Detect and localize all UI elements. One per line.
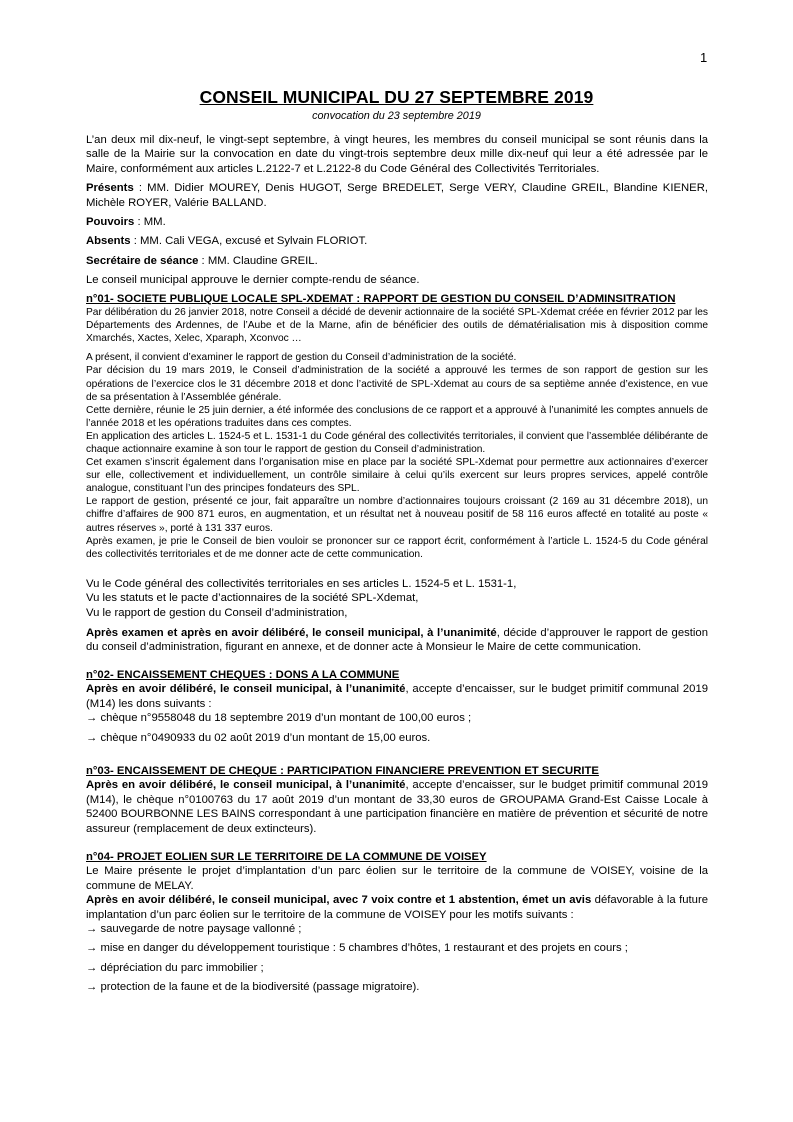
list-item: → sauvegarde de notre paysage vallonné ;	[86, 922, 302, 935]
section-2-title: n°02- ENCAISSEMENT CHEQUES : DONS A LA COMMUNE	[86, 668, 400, 681]
s3-decision-bold: Après en avoir délibéré, le conseil municipal, à l’unanimité	[86, 779, 406, 792]
s1-paragraph: Cette dernière, réunie le 25 juin dernier, a été informée des conclusions de ce rapport et a approuvé à l’unanimité les comptes annuels de l’année 2018 et les opérations traduites dans ces comptes.	[86, 404, 708, 429]
arrow-icon: →	[86, 961, 98, 974]
presents-line	[86, 181, 708, 210]
s2-decision-bold: Après en avoir délibéré, le conseil municipal, à l’unanimité	[86, 683, 406, 696]
s1-paragraph: A présent, il convient d’examiner le rapport de gestion du Conseil d’administration de la société.	[86, 352, 517, 364]
arrow-icon: →	[86, 922, 98, 935]
s4-decision	[86, 893, 708, 922]
page-title: CONSEIL MUNICIPAL DU 27 SEPTEMBRE 2019	[199, 87, 594, 107]
s4-paragraph: Le Maire présente le projet d’implantation d’un parc éolien sur le territoire de la commune de VOISEY, voisine de la commune de MELAY.	[86, 865, 708, 892]
secretaire-text: : MM. Claudine GREIL.	[198, 254, 318, 267]
s4-decision-bold: Après en avoir délibéré, le conseil municipal, avec 7 voix contre et 1 abstention, émet un avis	[86, 894, 592, 907]
list-item: → dépréciation du parc immobilier ;	[86, 961, 264, 974]
secretaire-line	[86, 254, 708, 268]
s1-paragraph: Par décision du 19 mars 2019, le Conseil d’administration de la société a approuvé les termes de son rapport de gestion sur les opérations de l’exercice clos le 31 décembre 2018 et donc l’activité de SPL-Xdemat au cours de sa septième année d’existence, en vue de sa présentation à l’Assemblée générale.	[86, 365, 708, 403]
s1-paragraph: Cet examen s’inscrit également dans l’organisation mise en place par la société SPL-Xdemat pour permettre aux actionnaires d’exercer sur elle, collectivement et individuellement, un contrôle similaire à celui qu’ils exercent sur leurs propres services, appelé contrôle analogue, constituant l’un des principes fondateurs des SPL.	[86, 457, 708, 495]
s1-vu-2: Vu les statuts et le pacte d’actionnaires de la société SPL-Xdemat,	[86, 592, 419, 605]
pouvoirs-text: : MM.	[134, 216, 166, 229]
s1-decision-text: , décide d’approuver le rapport de gestion du conseil d’administration, figurant en annexe, et de donner acte à Monsieur le Maire de cette communication.	[86, 627, 708, 654]
absents-line	[86, 234, 708, 248]
list-item: → chèque n°0490933 du 02 août 2019 d’un montant de 15,00 euros.	[86, 731, 431, 744]
s1-paragraph: Par délibération du 26 janvier 2018, notre Conseil a décidé de devenir actionnaire de la société SPL-Xdemat créée en février 2012 par les Départements des Ardennes, de l’Aube et de la Marne, afin de bénéficier des outils de dématérialisation mis à disposition comme Xmarchés, Xactes, Xelec, Xparaph, Xconvoc …	[86, 307, 708, 345]
s1-vu-3: Vu le rapport de gestion du Conseil d’administration,	[86, 606, 348, 619]
s3-decision	[86, 778, 708, 836]
absents-label: Absents	[86, 235, 131, 248]
document-body	[86, 133, 708, 1000]
pouvoirs-line	[86, 215, 708, 229]
presents-text: : MM. Didier MOUREY, Denis HUGOT, Serge BREDELET, Serge VERY, Claudine GREIL, Blandine KIENER, Michèle ROYER, Valérie BALLAND.	[86, 182, 708, 209]
s1-paragraph: En application des articles L. 1524-5 et L. 1531-1 du Code général des collectivités territoriales, il convient que l’assemblée délibérante de chaque actionnaire examine à son tour le rapport de gestion du Conseil d’administration.	[86, 430, 708, 455]
page-number: 1	[700, 50, 708, 65]
list-item: → protection de la faune et de la biodiversité (passage migratoire).	[86, 981, 420, 994]
s1-decision	[86, 626, 708, 655]
s1-vu-1: Vu le Code général des collectivités territoriales en ses articles L. 1524-5 et L. 1531-1,	[86, 577, 517, 590]
list-item: → chèque n°9558048 du 18 septembre 2019 d’un montant de 100,00 euros ;	[86, 712, 472, 725]
list-item: → mise en danger du développement touristique : 5 chambres d’hôtes, 1 restaurant et des projets en cours ;	[86, 942, 628, 955]
s3-decision-text: , accepte d’encaisser, sur le budget primitif communal 2019 (M14), le chèque n°0100763 du 17 août 2019 d’un montant de 33,30 euros de GROUPAMA Grand-Est Caisse Locale à 52400 BOURBONNE LES BAINS correspondant à une participation financière en matière de prévention et sécurité de notre assureur (remplacement de deux extincteurs).	[86, 779, 709, 835]
approval-line: Le conseil municipal approuve le dernier compte-rendu de séance.	[86, 274, 420, 287]
section-1-body	[86, 306, 708, 561]
secretaire-label: Secrétaire de séance	[86, 254, 199, 267]
arrow-icon: →	[86, 731, 98, 744]
pouvoirs-label: Pouvoirs	[86, 216, 135, 229]
s1-paragraph: Le rapport de gestion, présenté ce jour, fait apparaître un nombre d’actionnaires toujours croissant (2 169 au 31 décembre 2018), un chiffre d’affaires de 900 871 euros, en augmentation, et un résultat net à nouveau positif de 58 116 euros affecté en totalité au poste « autres réserves », porté à 131 337 euros.	[86, 496, 708, 534]
section-3-title: n°03- ENCAISSEMENT DE CHEQUE : PARTICIPATION FINANCIERE PREVENTION ET SECURITE	[86, 764, 599, 777]
s1-paragraph: Après examen, je prie le Conseil de bien vouloir se prononcer sur ce rapport écrit, conformément à l’article L. 1524-5 du Code général des collectivités territoriales et de me donner acte de cette communication.	[86, 535, 708, 560]
s2-decision-text: , accepte d’encaisser, sur le budget primitif communal 2019 (M14) les dons suivants :	[86, 683, 709, 710]
section-1-title: n°01- SOCIETE PUBLIQUE LOCALE SPL-XDEMAT : RAPPORT DE GESTION DU CONSEIL D’ADMINSITRATION	[86, 292, 676, 305]
intro-paragraph: L’an deux mil dix-neuf, le vingt-sept septembre, à vingt heures, les membres du conseil municipal se sont réunis dans la salle de la Mairie sur la convocation en date du vingt-trois septembre deux mille dix-neuf qui leur a été adressée par le Maire, conformément aux articles L.2122-7 et L.2122-8 du Code Général des Collectivités Territoriales.	[86, 134, 708, 175]
absents-text: : MM. Cali VEGA, excusé et Sylvain FLORIOT.	[130, 235, 368, 248]
arrow-icon: →	[86, 981, 98, 994]
s2-decision	[86, 682, 708, 711]
s4-decision-text: défavorable à la future implantation d’un parc éolien sur le territoire de la commune de VOISEY pour les motifs suivants :	[86, 894, 708, 921]
arrow-icon: →	[86, 712, 98, 725]
s1-decision-bold: Après examen et après en avoir délibéré, le conseil municipal, à l’unanimité	[86, 627, 497, 640]
presents-label: Présents	[86, 182, 134, 195]
arrow-icon: →	[86, 942, 98, 955]
page-subtitle: convocation du 23 septembre 2019	[312, 110, 481, 122]
section-4-title: n°04- PROJET EOLIEN SUR LE TERRITOIRE DE LA COMMUNE DE VOISEY	[86, 850, 487, 863]
